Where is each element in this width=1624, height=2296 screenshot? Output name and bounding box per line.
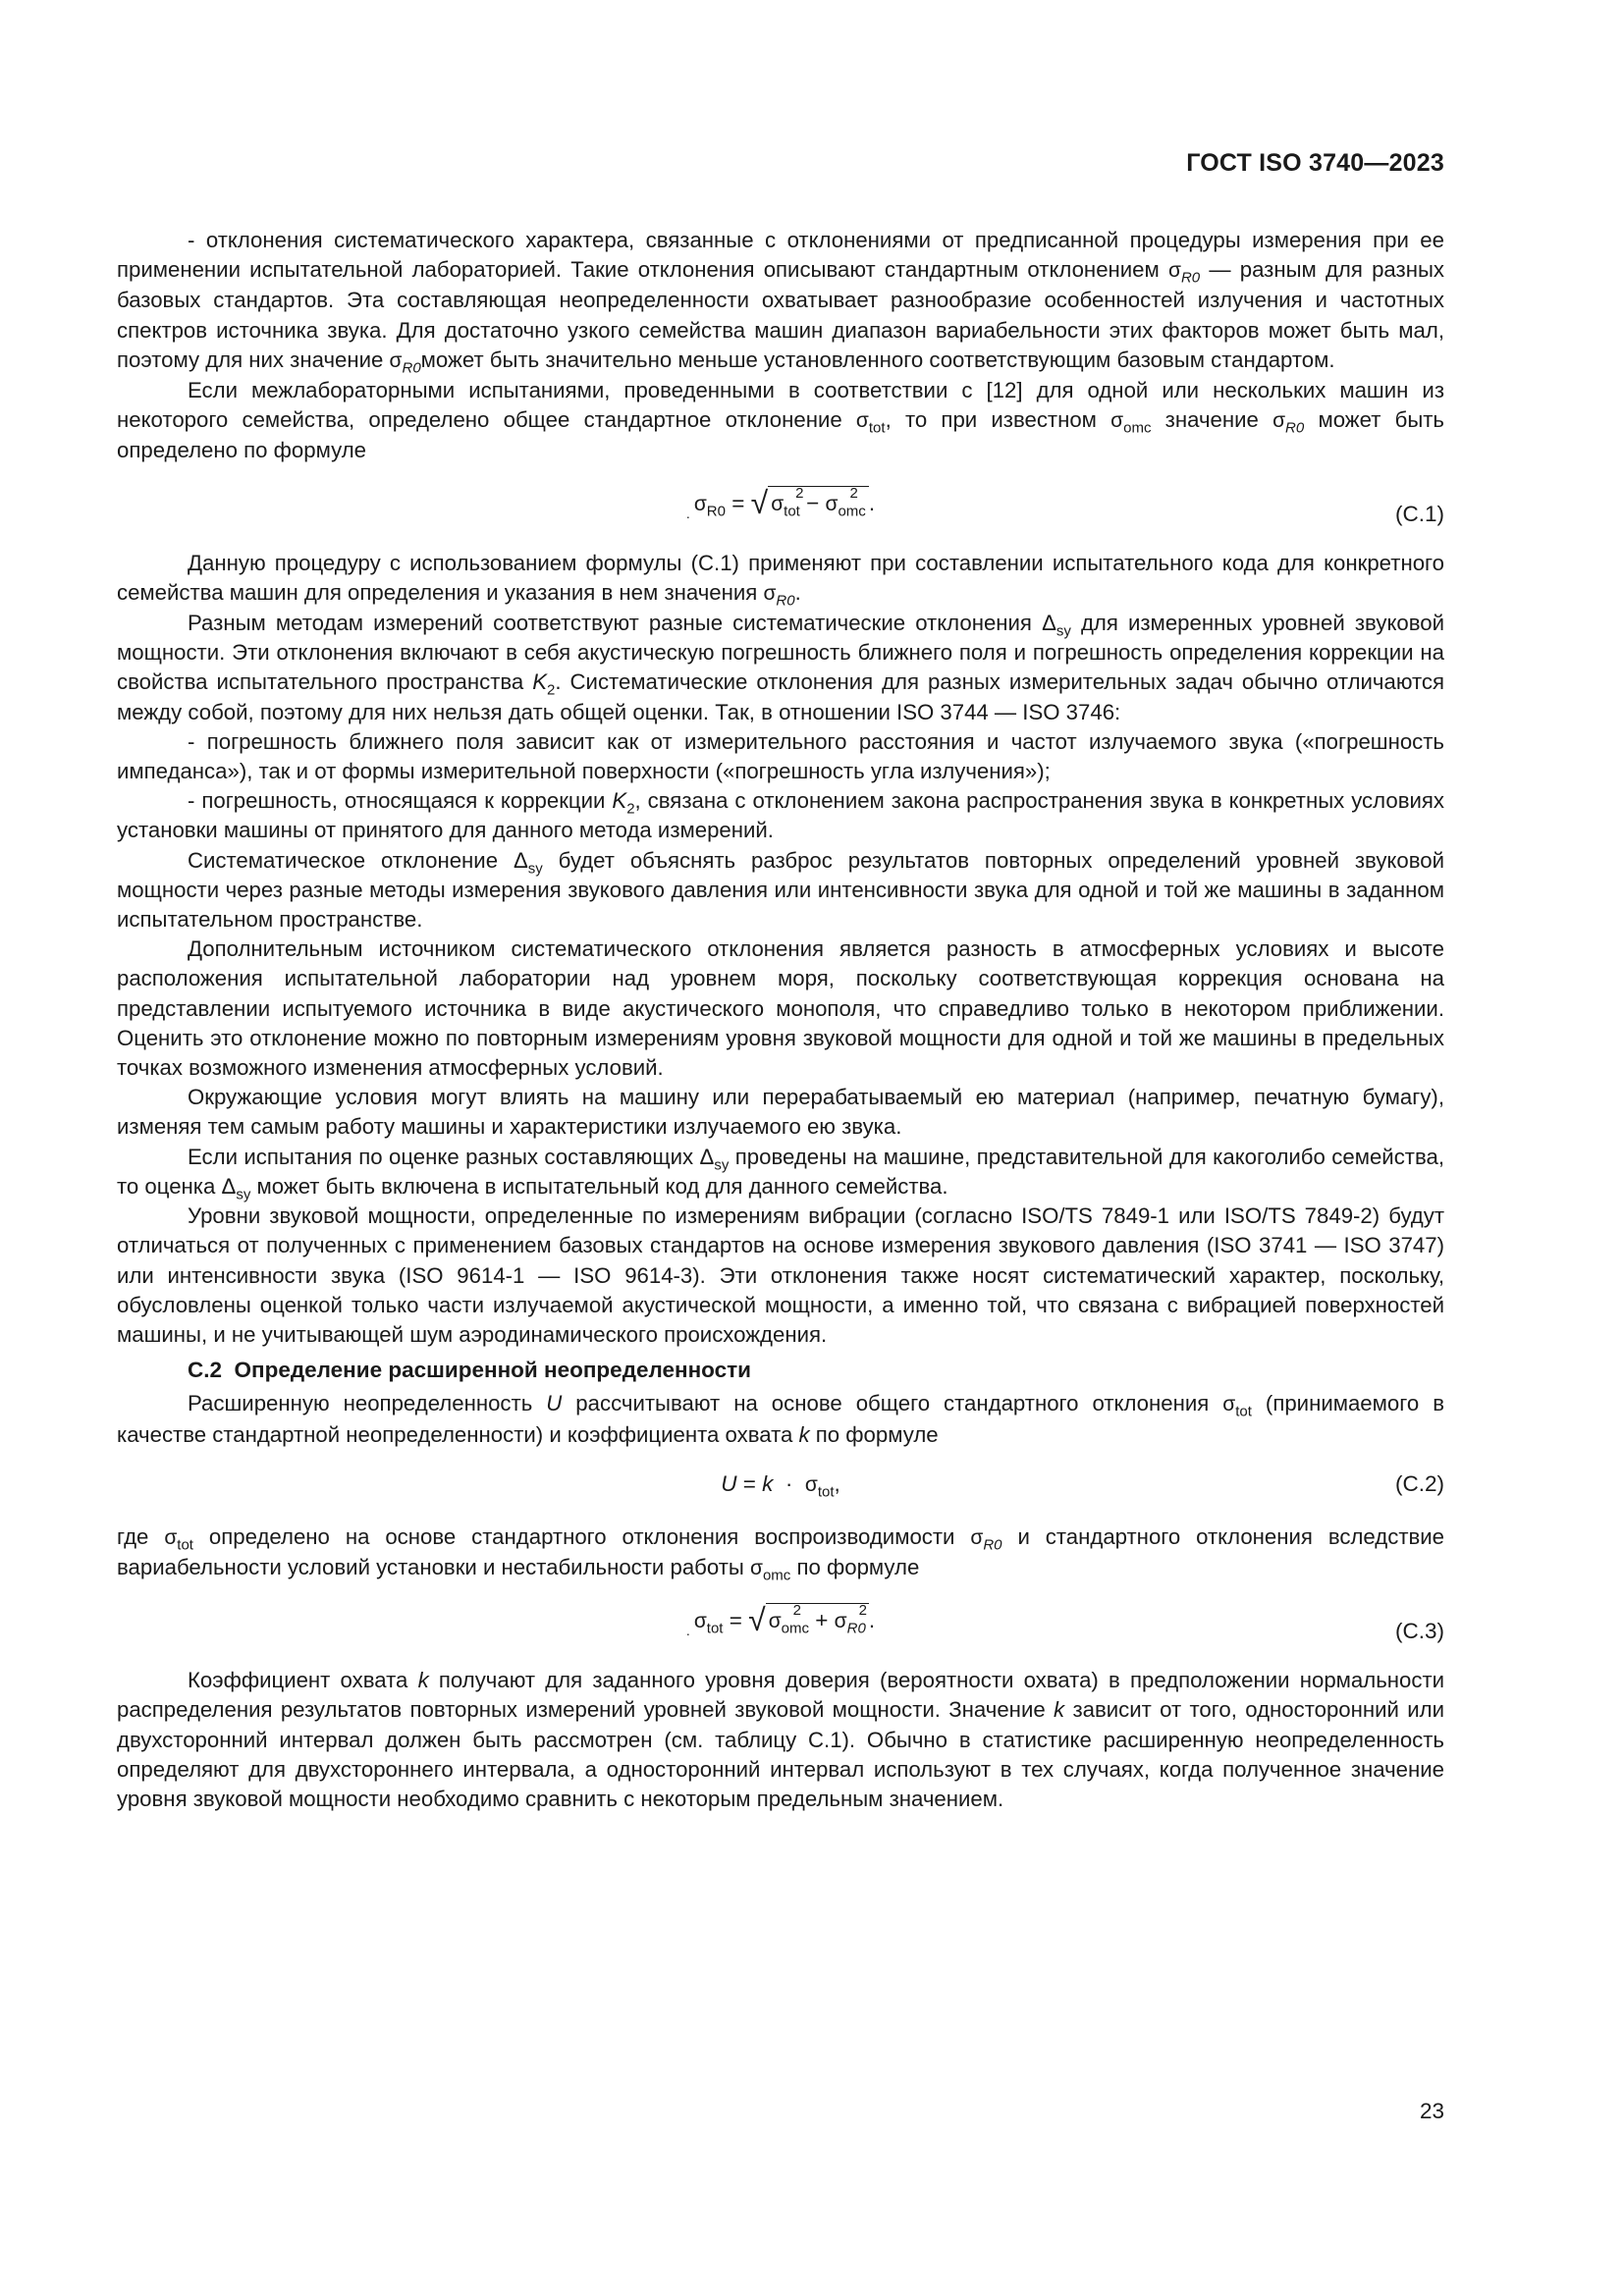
formula-c3	[117, 1583, 1444, 1666]
formula-number: (C.2)	[1395, 1470, 1444, 1496]
paragraph: Расширенную неопределенность U рассчитывают на основе общего стандартного отклонения $\sigma_{tot}$ (принимаемого в качестве стандартной неопределенности) и коэффициента охвата k по формуле	[117, 1391, 1444, 1447]
paragraph: Если межлабораторными испытаниями, проведенными в соответствии с [12] для одной или нескольких машин из некоторого семейства, определено общее стандартное отклонение $\sigma_{tot}$, то при известном $\sigma_{omc}$ значение $\sigma_{R0}$ может быть определено по формуле	[117, 378, 1444, 463]
paragraph: Если испытания по оценке разных составляющих $\Delta_{sy}$ проведены на машине, представительной для какоголибо семейства, то оценка $\Delta_{sy}$ может быть включена в испытательный код для данного семейства.	[117, 1144, 1444, 1203]
paragraph: Разным методам измерений соответствуют разные систематические отклонения $\Delta_{sy}$ для измеренных уровней звуковой мощности. Эти отклонения включают в себя акустическую погрешность ближнего поля и погрешность определения коррекции на свойства испытательного пространства $K_2$. Систематические отклонения для разных измерительных задач обычно отличаются между собой, поэтому для них нельзя дать общей оценки. Так, в отношении ISO 3744 — ISO 3746:	[117, 611, 1445, 724]
formula-c2-body: $U = k \cdot \sigma_{tot}$,	[721, 1470, 840, 1501]
formula-c3-body: $_.$ $\sigma_{tot}$ = √ $\sigma_{omc}$ 2 + $\sigma_{R0}$ 2 .	[685, 1602, 876, 1639]
formula-c1-body: $_.$ $\sigma_{R0}$ = √ $\sigma_{tot}$ 2 − $\sigma_{omc}$ 2 .	[685, 484, 876, 521]
paragraph: где $\sigma_{tot}$ определено на основе стандартного отклонения воспроизводимости $\sigma_{R0}$ и стандартного отклонения вследствие вариабельности условий установки и нестабильности работы $\sigma_{omc}$ по формуле	[117, 1523, 1444, 1584]
paragraph: Дополнительным источником систематического отклонения является разность в атмосферных условиях и высоте расположения испытательной лаборатории над уровнем моря, поскольку соответствующая коррекция основана на представлении испытуемого источника в виде акустического монополя, что справедливо только в некотором приближении. Оценить это отклонение можно по повторным измерениям уровня звуковой мощности для одной и той же машины в предельных точках возможного изменения атмосферных условий.	[117, 936, 1444, 1081]
paragraph: Окружающие условия могут влиять на машину или перерабатываемый ею материал (например, печатную бумагу), изменяя тем самым работу машины и характеристики излучаемого ею звука.	[117, 1085, 1444, 1140]
paragraph: Данную процедуру с использованием формулы (C.1) применяют при составлении испытательного кода для конкретного семейства машин для определения и указания в нем значения $\sigma_{R0}$.	[117, 550, 1444, 610]
formula-number: (C.1)	[1395, 501, 1444, 526]
paragraph: Уровни звуковой мощности, определенные по измерениям вибрации (согласно ISO/TS 7849-1 или ISO/TS 7849-2) будут отличаться от полученных с применением базовых стандартов на основе измерения звукового давления (ISO 3741 — ISO 3747) или интенсивности звука (ISO 9614-1 — ISO 9614-3). Эти отклонения также носят систематический характер, поскольку, обусловлены оценкой только части излучаемой акустической мощности, а именно той, что связана с вибрацией поверхностей машины, и не учитывающей шум аэродинамического происхождения.	[117, 1203, 1444, 1347]
formula-c1	[117, 466, 1444, 549]
formula-c2	[117, 1450, 1444, 1522]
paragraph: - погрешность, относящаяся к коррекции $K_2$, связана с отклонением закона распространения звука в конкретных условиях установки машины от принятого для данного метода измерений.	[117, 788, 1444, 843]
paragraph: Коэффициент охвата k получают для заданного уровня доверия (вероятности охвата) в предположении нормальности распределения результатов повторных измерений уровней звуковой мощности. Значение k зависит от того, односторонний или двухсторонний интервал должен быть рассмотрен (см. таблицу C.1). Обычно в статистике расширенную неопределенность определяют для двухстороннего интервала, а односторонний интервал используют в тех случаях, когда полученное значение уровня звуковой мощности необходимо сравнить с некоторым предельным значением.	[117, 1668, 1445, 1811]
paragraph: - погрешность ближнего поля зависит как от измерительного расстояния и частот излучаемого звука («погрешность импеданса»), так и от формы измерительной поверхности («погрешность угла излучения»);	[117, 728, 1444, 784]
paragraph: Систематическое отклонение $\Delta_{sy}$ будет объяснять разброс результатов повторных определений уровней звуковой мощности через разные методы измерения звукового давления или интенсивности звука для одной и той же машины в заданном испытательном пространстве.	[117, 847, 1445, 933]
paragraph: - отклонения систематического характера, связанные с отклонениями от предписанной процедуры измерения при ее применении испытательной лабораторией. Такие отклонения описывают стандартным отклонением $\sigma_{R0}$ — разным для разных базовых стандартов. Эта составляющая неопределенности охватывает разнообразие особенностей излучения и частотных спектров источника звука. Для достаточно узкого семейства машин диапазон вариабельности этих факторов может быть мал, поэтому для них значение $\sigma_{R0}может$ быть значительно меньше установленного соответствующим базовым стандартом.	[117, 228, 1444, 377]
document-header: ГОСТ ISO 3740—2023	[1186, 149, 1444, 177]
page-body	[117, 226, 1444, 1814]
formula-number: (C.3)	[1395, 1619, 1444, 1644]
page-number: 23	[1419, 2099, 1444, 2123]
section-heading: C.2 Определение расширенной неопределенности	[188, 1358, 751, 1383]
